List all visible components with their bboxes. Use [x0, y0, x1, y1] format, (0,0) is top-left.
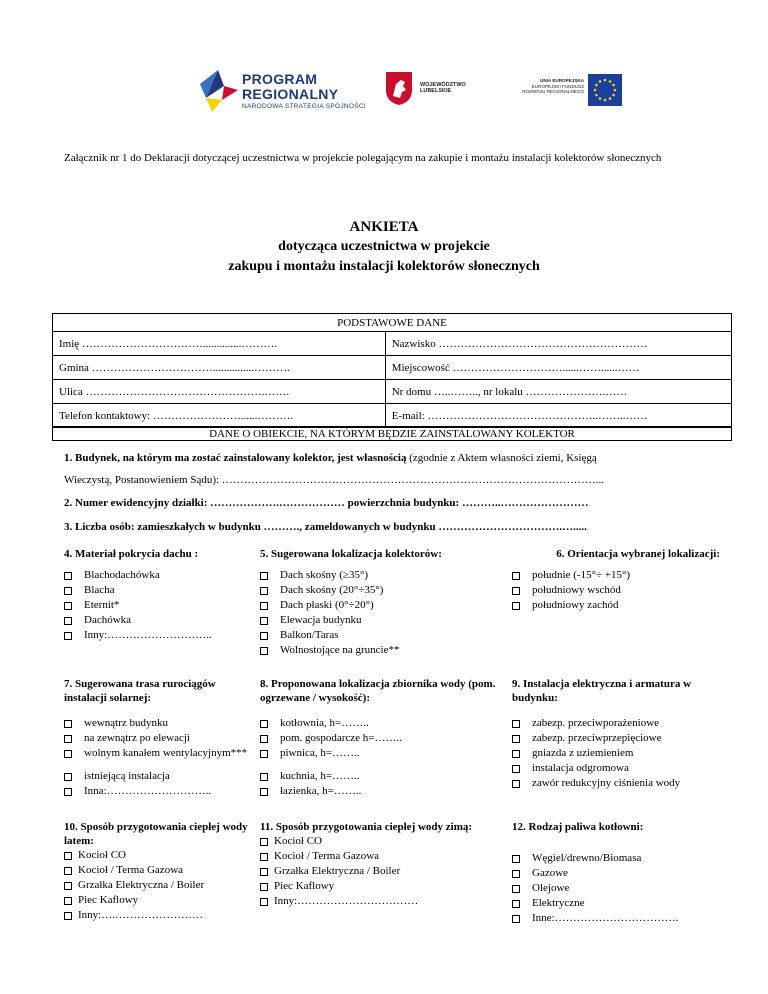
- question-1[interactable]: [64, 447, 724, 491]
- checkbox-option[interactable]: [64, 613, 244, 628]
- checkbox-option[interactable]: [512, 731, 732, 746]
- section-electrical: [512, 677, 732, 791]
- checkbox-option[interactable]: [512, 896, 732, 911]
- commune-field[interactable]: Gmina ……………………………...............……….: [53, 356, 386, 380]
- checkbox-option[interactable]: [260, 583, 490, 598]
- checkbox-option[interactable]: [260, 716, 500, 731]
- last-name-field[interactable]: Nazwisko …………………………………………………: [385, 332, 731, 356]
- checkbox-label: Piec Kaflowy: [78, 894, 139, 906]
- checkbox-option[interactable]: [512, 911, 732, 926]
- checkbox[interactable]: [512, 870, 520, 878]
- checkbox[interactable]: [64, 773, 72, 781]
- basic-data-table: [52, 313, 732, 428]
- lub-line2: LUBELSKIE: [420, 88, 452, 94]
- checkbox-label: piwnica, h=……..: [280, 747, 360, 759]
- first-name-field[interactable]: Imię ……………………………..............……….: [53, 332, 386, 356]
- checkbox-option[interactable]: [64, 628, 244, 643]
- email-field[interactable]: E-mail: ………………………………………..……..……: [385, 404, 731, 428]
- checkbox-option[interactable]: [64, 848, 254, 863]
- document-title: [0, 217, 768, 277]
- logo-line2: REGIONALNY: [242, 86, 339, 102]
- checkbox[interactable]: [260, 647, 268, 655]
- section-boiler-fuel: [512, 820, 732, 926]
- checkbox-label: Inna:………………………..: [84, 785, 212, 797]
- eu-flag-icon: [588, 74, 622, 106]
- checkbox[interactable]: [64, 867, 72, 875]
- checkbox[interactable]: [64, 735, 72, 743]
- checkbox-label: Grzałka Elektryczna / Boiler: [78, 879, 205, 891]
- checkbox-option[interactable]: [260, 834, 500, 849]
- checkbox-option[interactable]: [512, 583, 732, 598]
- section-tank-location: [260, 677, 500, 799]
- q1-label: 1. Budynek, na którym ma zostać zainstalowany kolektor, jest własnością: [64, 452, 407, 464]
- coat-of-arms-icon: [384, 70, 414, 106]
- checkbox-option[interactable]: [512, 568, 732, 583]
- checkbox[interactable]: [260, 788, 268, 796]
- checkbox[interactable]: [260, 572, 268, 580]
- checkbox[interactable]: [512, 780, 520, 788]
- checkbox-label: istniejącą instalacja: [84, 770, 170, 782]
- checkbox-label: Olejowe: [532, 882, 570, 894]
- checkbox-label: kuchnia, h=……..: [280, 770, 360, 782]
- checkbox-label: Dachówka: [84, 614, 132, 626]
- logo-subtitle: NARODOWA STRATEGIA SPÓJNOŚCI: [242, 103, 366, 110]
- checkbox[interactable]: [512, 765, 520, 773]
- checkbox-option[interactable]: [64, 583, 244, 598]
- checkbox-label: łazienka, h=……..: [280, 785, 362, 797]
- town-field[interactable]: Miejscowość …………………………......……......……: [385, 356, 731, 380]
- checkbox-label: zawór redukcyjny ciśnienia wody: [532, 777, 681, 789]
- checkbox[interactable]: [64, 750, 72, 758]
- checkbox-label: Kocioł CO: [274, 835, 322, 847]
- checkbox[interactable]: [512, 900, 520, 908]
- checkbox[interactable]: [260, 750, 268, 758]
- s8-title: 8. Proponowana lokalizacja zbiornika wody (pom. ogrzewane / wysokość):: [260, 678, 496, 704]
- checkbox-option[interactable]: [512, 746, 732, 761]
- checkbox[interactable]: [260, 773, 268, 781]
- checkbox-option[interactable]: [64, 893, 254, 908]
- section-pipe-route: [64, 677, 248, 799]
- checkbox-label: wolnym kanałem wentylacyjnym***: [84, 747, 248, 759]
- checkbox-label: Węgiel/drewno/Biomasa: [532, 852, 642, 864]
- checkbox[interactable]: [260, 587, 268, 595]
- checkbox-label: Elektryczne: [532, 897, 585, 909]
- checkbox-label: kotłownia, h=……..: [280, 717, 369, 729]
- ue-line1: UNIA EUROPEJSKA: [540, 78, 584, 83]
- checkbox-label: południowy zachód: [532, 599, 619, 611]
- checkbox-option[interactable]: [260, 628, 490, 643]
- checkbox[interactable]: [512, 735, 520, 743]
- title-line2: dotycząca uczestnictwa w projekcie: [278, 239, 490, 254]
- checkbox-option[interactable]: [260, 784, 500, 799]
- checkbox-option[interactable]: [64, 878, 254, 893]
- checkbox[interactable]: [260, 720, 268, 728]
- s11-title: 11. Sposób przygotowania ciepłej wody zimą:: [260, 821, 473, 833]
- q1-line2: Wieczystą, Postanowieniem Sądu): …………………………………………………………………………………………...: [64, 474, 605, 486]
- question-3[interactable]: 3. Liczba osób: zamieszkałych w budynku ………., zameldowanych w budynku …………………………….….....: [64, 521, 587, 533]
- s4-title: 4. Materiał pokrycia dachu :: [64, 548, 199, 560]
- checkbox-option[interactable]: [260, 598, 490, 613]
- checkbox[interactable]: [260, 868, 268, 876]
- checkbox[interactable]: [512, 602, 520, 610]
- eu-logo: [500, 72, 624, 106]
- checkbox-option[interactable]: [64, 731, 244, 746]
- checkbox[interactable]: [64, 720, 72, 728]
- phone-field[interactable]: Telefon kontaktowy: ……………………......……….: [53, 404, 386, 428]
- checkbox-option[interactable]: [260, 568, 490, 583]
- checkbox-label: Grzałka Elektryczna / Boiler: [274, 865, 401, 877]
- checkbox-label: Inny:….……………………: [78, 909, 203, 921]
- star-emblem-icon: [198, 68, 240, 114]
- checkbox-label: na zewnątrz po elewacji: [84, 732, 190, 744]
- checkbox-label: Kocioł / Terma Gazowa: [274, 850, 380, 862]
- lub-line1: WOJEWÓDZTWO: [420, 82, 466, 88]
- checkbox-option[interactable]: [64, 784, 244, 799]
- checkbox-option[interactable]: [64, 908, 254, 923]
- checkbox[interactable]: [64, 912, 72, 920]
- logo-line1: PROGRAM: [242, 71, 318, 87]
- checkbox[interactable]: [260, 853, 268, 861]
- s6-title: 6. Orientacja wybranej lokalizacji:: [556, 548, 720, 560]
- checkbox-label: wewnątrz budynku: [84, 717, 169, 729]
- checkbox-label: Kocioł CO: [78, 849, 126, 861]
- checkbox[interactable]: [512, 587, 520, 595]
- checkbox-label: Kocioł / Terma Gazowa: [78, 864, 184, 876]
- checkbox-label: Dach skośny (≥35°): [280, 569, 369, 581]
- checkbox-option[interactable]: [260, 849, 500, 864]
- checkbox-option[interactable]: [64, 598, 244, 613]
- street-field[interactable]: Ulica ………………………………………….…….: [53, 380, 386, 404]
- checkbox[interactable]: [260, 838, 268, 846]
- checkbox[interactable]: [64, 617, 72, 625]
- program-regionalny-logo: [198, 68, 398, 114]
- checkbox-option[interactable]: [260, 613, 490, 628]
- checkbox[interactable]: [512, 915, 520, 923]
- s12-title: 12. Rodzaj paliwa kotłowni:: [512, 821, 644, 833]
- checkbox-option[interactable]: [64, 568, 244, 583]
- section-roof-material: [64, 547, 244, 643]
- checkbox-label: Elewacja budynku: [280, 614, 362, 626]
- checkbox-label: Blacha: [84, 584, 115, 596]
- checkbox[interactable]: [64, 602, 72, 610]
- section-summer-water: [64, 820, 254, 923]
- checkbox-option[interactable]: [512, 716, 732, 731]
- checkbox[interactable]: [260, 632, 268, 640]
- s9-title: 9. Instalacja elektryczna i armatura w budynku:: [512, 678, 692, 704]
- checkbox-option[interactable]: [260, 864, 500, 879]
- checkbox-label: Dach płaski (0°÷20°): [280, 599, 374, 611]
- checkbox-label: Blachodachówka: [84, 569, 160, 581]
- checkbox-option[interactable]: [260, 879, 500, 894]
- checkbox-option[interactable]: [512, 598, 732, 613]
- object-data-header: DANE O OBIEKCIE, NA KTÓRYM BĘDZIE ZAINSTALOWANY KOLEKTOR: [52, 426, 732, 441]
- s10-title: 10. Sposób przygotowania ciepłej wody latem:: [64, 821, 248, 847]
- checkbox[interactable]: [64, 882, 72, 890]
- checkbox-label: gniazda z uziemieniem: [532, 747, 634, 759]
- checkbox-label: pom. gospodarcze h=……..: [280, 732, 402, 744]
- title-line1: ANKIETA: [349, 219, 419, 235]
- checkbox[interactable]: [512, 885, 520, 893]
- checkbox-label: Inny:………………………..: [84, 629, 212, 641]
- checkbox[interactable]: [64, 897, 72, 905]
- checkbox-label: instalacja odgromowa: [532, 762, 629, 774]
- checkbox-label: zabezp. przeciwporażeniowe: [532, 717, 660, 729]
- checkbox-option[interactable]: [64, 746, 248, 761]
- house-number-field[interactable]: Nr domu …..…….., nr lokalu ………………….……: [385, 380, 731, 404]
- checkbox[interactable]: [64, 572, 72, 580]
- checkbox[interactable]: [260, 602, 268, 610]
- checkbox-option[interactable]: [512, 776, 732, 791]
- basic-data-header: PODSTAWOWE DANE: [53, 314, 732, 332]
- checkbox-label: zabezp. przeciwprzepięciowe: [532, 732, 662, 744]
- section-collector-location: [260, 547, 490, 658]
- lubelskie-logo: [384, 70, 480, 106]
- checkbox-option[interactable]: [64, 863, 254, 878]
- q1-rest: (zgodnie z Aktem własności ziemi, Księgą: [406, 452, 597, 464]
- checkbox[interactable]: [512, 572, 520, 580]
- s5-title: 5. Sugerowana lokalizacja kolektorów:: [260, 548, 442, 560]
- checkbox[interactable]: [64, 852, 72, 860]
- checkbox-option[interactable]: [512, 851, 732, 866]
- annex-note: Załącznik nr 1 do Deklaracji dotyczącej uczestnictwa w projekcie polegającym na zakupie i montażu instalacji kolektorów słonecznych: [64, 152, 662, 164]
- checkbox[interactable]: [512, 750, 520, 758]
- checkbox-label: Inny:……………………………: [274, 895, 419, 907]
- checkbox-label: Dach skośny (20°÷35°): [280, 584, 384, 596]
- checkbox-option[interactable]: [260, 769, 500, 784]
- title-line3: zakupu i montażu instalacji kolektorów słonecznych: [228, 259, 540, 274]
- checkbox-option[interactable]: [260, 894, 500, 909]
- checkbox-option[interactable]: [64, 769, 244, 784]
- checkbox[interactable]: [260, 735, 268, 743]
- checkbox[interactable]: [260, 898, 268, 906]
- checkbox[interactable]: [64, 632, 72, 640]
- question-2[interactable]: 2. Numer ewidencyjny działki: ……………….……………… powierzchnia budynku: ………..……………………: [64, 497, 589, 509]
- ue-line3: ROZWOJU REGIONALNEGO: [522, 89, 584, 94]
- checkbox-option[interactable]: [512, 881, 732, 896]
- checkbox-label: Eternit*: [84, 599, 120, 611]
- checkbox-option[interactable]: [512, 761, 732, 776]
- checkbox-label: południowy wschód: [532, 584, 621, 596]
- checkbox-option[interactable]: [64, 716, 244, 731]
- checkbox[interactable]: [512, 855, 520, 863]
- checkbox-label: południe (-15°÷ +15°): [532, 569, 631, 581]
- checkbox-label: Gazowe: [532, 867, 569, 879]
- checkbox-label: Balkon/Taras: [280, 629, 339, 641]
- checkbox-label: Wolnostojące na gruncie**: [280, 644, 400, 656]
- checkbox[interactable]: [64, 788, 72, 796]
- checkbox-option[interactable]: [260, 731, 500, 746]
- checkbox-option[interactable]: [512, 866, 732, 881]
- checkbox[interactable]: [512, 720, 520, 728]
- checkbox[interactable]: [260, 617, 268, 625]
- ue-line2: EUROPEJSKI FUNDUSZ: [531, 83, 584, 89]
- checkbox[interactable]: [260, 883, 268, 891]
- checkbox-option[interactable]: [260, 746, 500, 761]
- s7-title: 7. Sugerowana trasa rurociągów instalacji solarnej:: [64, 678, 216, 704]
- section-winter-water: [260, 820, 500, 909]
- section-orientation: [512, 547, 732, 613]
- checkbox-label: Piec Kaflowy: [274, 880, 335, 892]
- checkbox[interactable]: [64, 587, 72, 595]
- checkbox-option[interactable]: [260, 643, 490, 658]
- checkbox-label: Inne:…………………………….: [532, 912, 679, 924]
